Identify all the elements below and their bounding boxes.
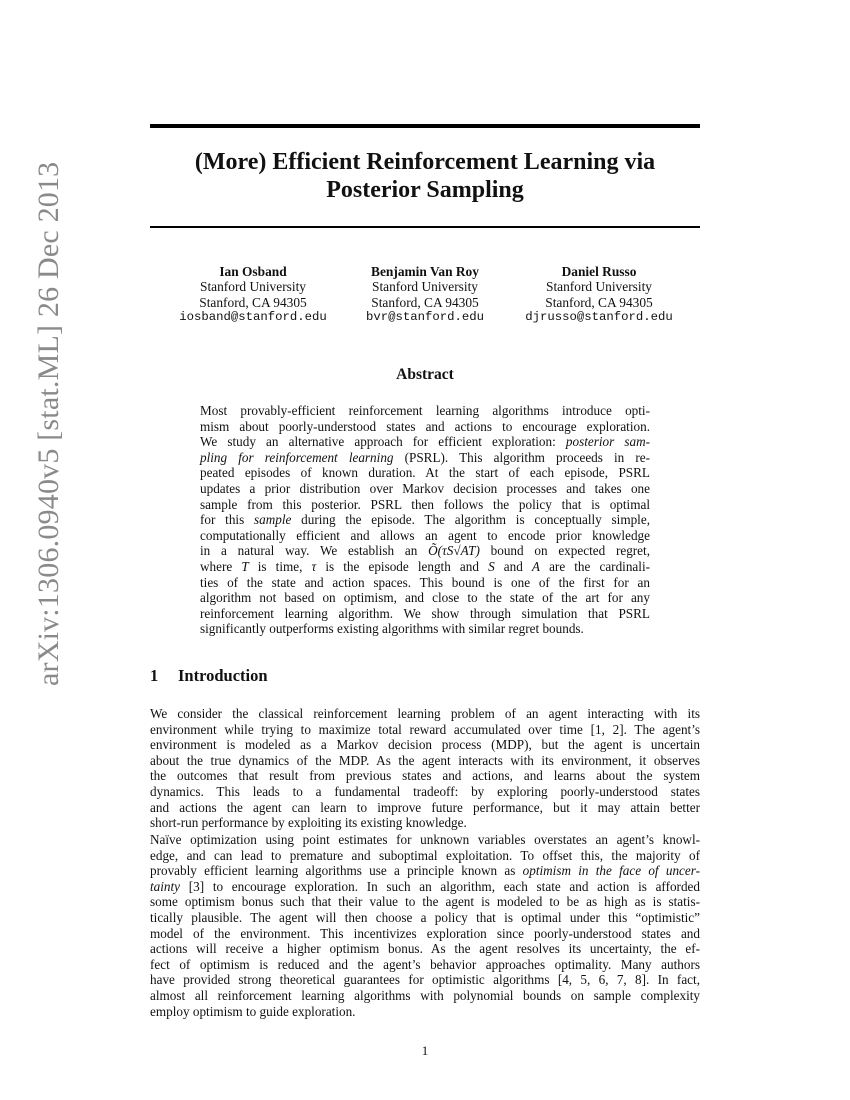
author-1 — [153, 264, 353, 326]
body-line: dynamics. This leads to a fundamental tradeoff: by exploring poorly-understood states — [150, 783, 700, 799]
abstract-text: is time, — [248, 558, 312, 574]
abstract-line: sample from this posterior. PSRL then follows the policy that is optimal — [200, 496, 650, 512]
abstract-line — [200, 434, 650, 450]
abstract-line: Most provably-efficient reinforcement learning algorithms introduce opti- — [200, 403, 650, 418]
abstract-body — [200, 403, 650, 637]
author-address: Stanford, CA 94305 — [371, 294, 479, 310]
abstract-line — [200, 450, 650, 466]
abstract-text: where — [200, 558, 242, 574]
body-line: and actions the agent can learn to improve future performance, but it may attain better — [150, 799, 700, 815]
abstract-line — [200, 512, 650, 528]
math-tau: τ — [311, 558, 317, 574]
author-affiliation: Stanford University — [372, 279, 478, 295]
math-A: A — [531, 558, 540, 574]
abstract-line: mism about poorly-understood states and actions to encourage exploration. — [200, 418, 650, 434]
body-line: almost all reinforcement learning algorithms with polynomial bounds on sample complexity — [150, 987, 700, 1003]
abstract-heading: Abstract — [396, 366, 454, 383]
math-S: S — [488, 558, 495, 574]
title-bottom-rule — [150, 226, 700, 228]
abstract-text: We study an alternative approach for efficient exploration: — [200, 434, 566, 450]
body-text: provably efficient learning algorithms use a principle known as — [150, 863, 523, 879]
author-name: Benjamin Van Roy — [371, 264, 479, 279]
body-emphasis: optimism in the face of uncer- — [522, 863, 700, 879]
paper-title-line-2: Posterior Sampling — [326, 177, 524, 203]
author-affiliation: Stanford University — [200, 279, 306, 295]
abstract-text: are the cardinali- — [539, 558, 651, 574]
section-number: 1 — [150, 666, 159, 685]
author-3 — [499, 264, 699, 326]
author-address: Stanford, CA 94305 — [545, 294, 653, 310]
abstract-line: updates a prior distribution over Markov decision processes and takes one — [200, 480, 650, 496]
author-address: Stanford, CA 94305 — [199, 294, 307, 310]
author-affiliation: Stanford University — [546, 279, 652, 295]
author-name: Ian Osband — [219, 264, 287, 279]
abstract-text: during the episode. The algorithm is conceptually simple, — [291, 512, 650, 528]
abstract-text: is the episode length and — [316, 558, 489, 574]
body-line: about the true dynamics of the MDP. As the agent interacts with its environment, it observes — [150, 752, 700, 768]
abstract-line — [200, 559, 650, 575]
abstract-line — [200, 543, 650, 559]
body-line: environment while trying to maximize total reward accumulated over time [1, 2]. The agent’s — [150, 721, 700, 737]
abstract-line: peated episodes of known duration. At the start of each episode, PSRL — [200, 465, 650, 481]
paper-title-line-1: (More) Efficient Reinforcement Learning via — [194, 149, 656, 175]
body-line: Naïve optimization using point estimates for unknown variables overstates an agent’s knowl- — [150, 832, 700, 847]
abstract-line: algorithm not based on optimism, and close to the state of the art for any — [200, 590, 650, 606]
author-email: bvr@stanford.edu — [365, 310, 485, 325]
abstract-text: (PSRL). This algorithm proceeds in re- — [393, 449, 651, 465]
intro-paragraph-2 — [150, 832, 700, 1019]
section-title: Introduction — [178, 666, 268, 685]
body-line: some optimism bonus such that their value to the agent is modeled to be as high as is statis- — [150, 894, 700, 910]
page-number: 1 — [421, 1043, 429, 1058]
abstract-emphasis: sample — [254, 512, 292, 528]
body-text: [3] to encourage exploration. In such an algorithm, each state and action is afforded — [180, 878, 700, 894]
paper-title — [150, 148, 700, 204]
abstract-text: in a natural way. We establish an — [200, 543, 429, 559]
abstract-emphasis: posterior sam- — [565, 434, 651, 450]
abstract-emphasis: pling for reinforcement learning — [200, 449, 394, 465]
author-email: iosband@stanford.edu — [179, 310, 327, 325]
abstract-line: ties of the state and action spaces. This bound is one of the first for an — [200, 574, 650, 590]
abstract-text: bound on expected regret, — [479, 543, 650, 559]
abstract-line: computationally efficient and allows an agent to encode prior knowledge — [200, 527, 650, 543]
body-line: We consider the classical reinforcement learning problem of an agent interacting with its — [150, 706, 700, 721]
body-emphasis: tainty — [150, 878, 181, 894]
regret-bound-math: Õ(τS√AT) — [428, 543, 480, 559]
author-2 — [325, 264, 525, 326]
author-name: Daniel Russo — [561, 264, 637, 279]
body-line: actions will receive a higher optimism bonus. As the agent resolves its uncertainty, the ef- — [150, 941, 700, 957]
body-line: edge, and can lead to premature and suboptimal exploitation. To offset this, the majority of — [150, 847, 700, 863]
body-line: fect of optimism is reduced and the agent’s behavior approaches optimality. Many authors — [150, 956, 700, 972]
body-line: short-run performance by exploiting its existing knowledge. — [150, 815, 467, 831]
section-heading-introduction — [150, 666, 268, 686]
abstract-line: significantly outperforms existing algorithms with similar regret bounds. — [200, 621, 584, 637]
intro-paragraph-1 — [150, 706, 700, 831]
body-line: the outcomes that result from previous states and actions, and learns about the system — [150, 768, 700, 784]
abstract-text: and — [494, 558, 532, 574]
body-line: environment is modeled as a Markov decision process (MDP), but the agent is uncertain — [150, 737, 700, 753]
math-T: T — [241, 558, 249, 574]
author-email: djrusso@stanford.edu — [525, 310, 673, 325]
abstract-line: reinforcement learning algorithm. We show through simulation that PSRL — [200, 605, 650, 621]
arxiv-identifier-stamp: arXiv:1306.0940v5 [stat.ML] 26 Dec 2013 — [32, 161, 65, 686]
body-line: employ optimism to guide exploration. — [150, 1003, 356, 1019]
body-line: model of the environment. This incentivizes exploration since poorly-understood states and — [150, 925, 700, 941]
abstract-text: for this — [200, 512, 255, 528]
body-line — [150, 863, 700, 879]
body-line: tically plausible. The agent will then choose a policy that is optimal under this “optimistic” — [150, 909, 700, 925]
title-top-rule — [150, 124, 700, 128]
body-line — [150, 879, 700, 895]
body-line: have provided strong theoretical guarantees for optimistic algorithms [4, 5, 6, 7, 8]. In fact, — [150, 972, 700, 988]
